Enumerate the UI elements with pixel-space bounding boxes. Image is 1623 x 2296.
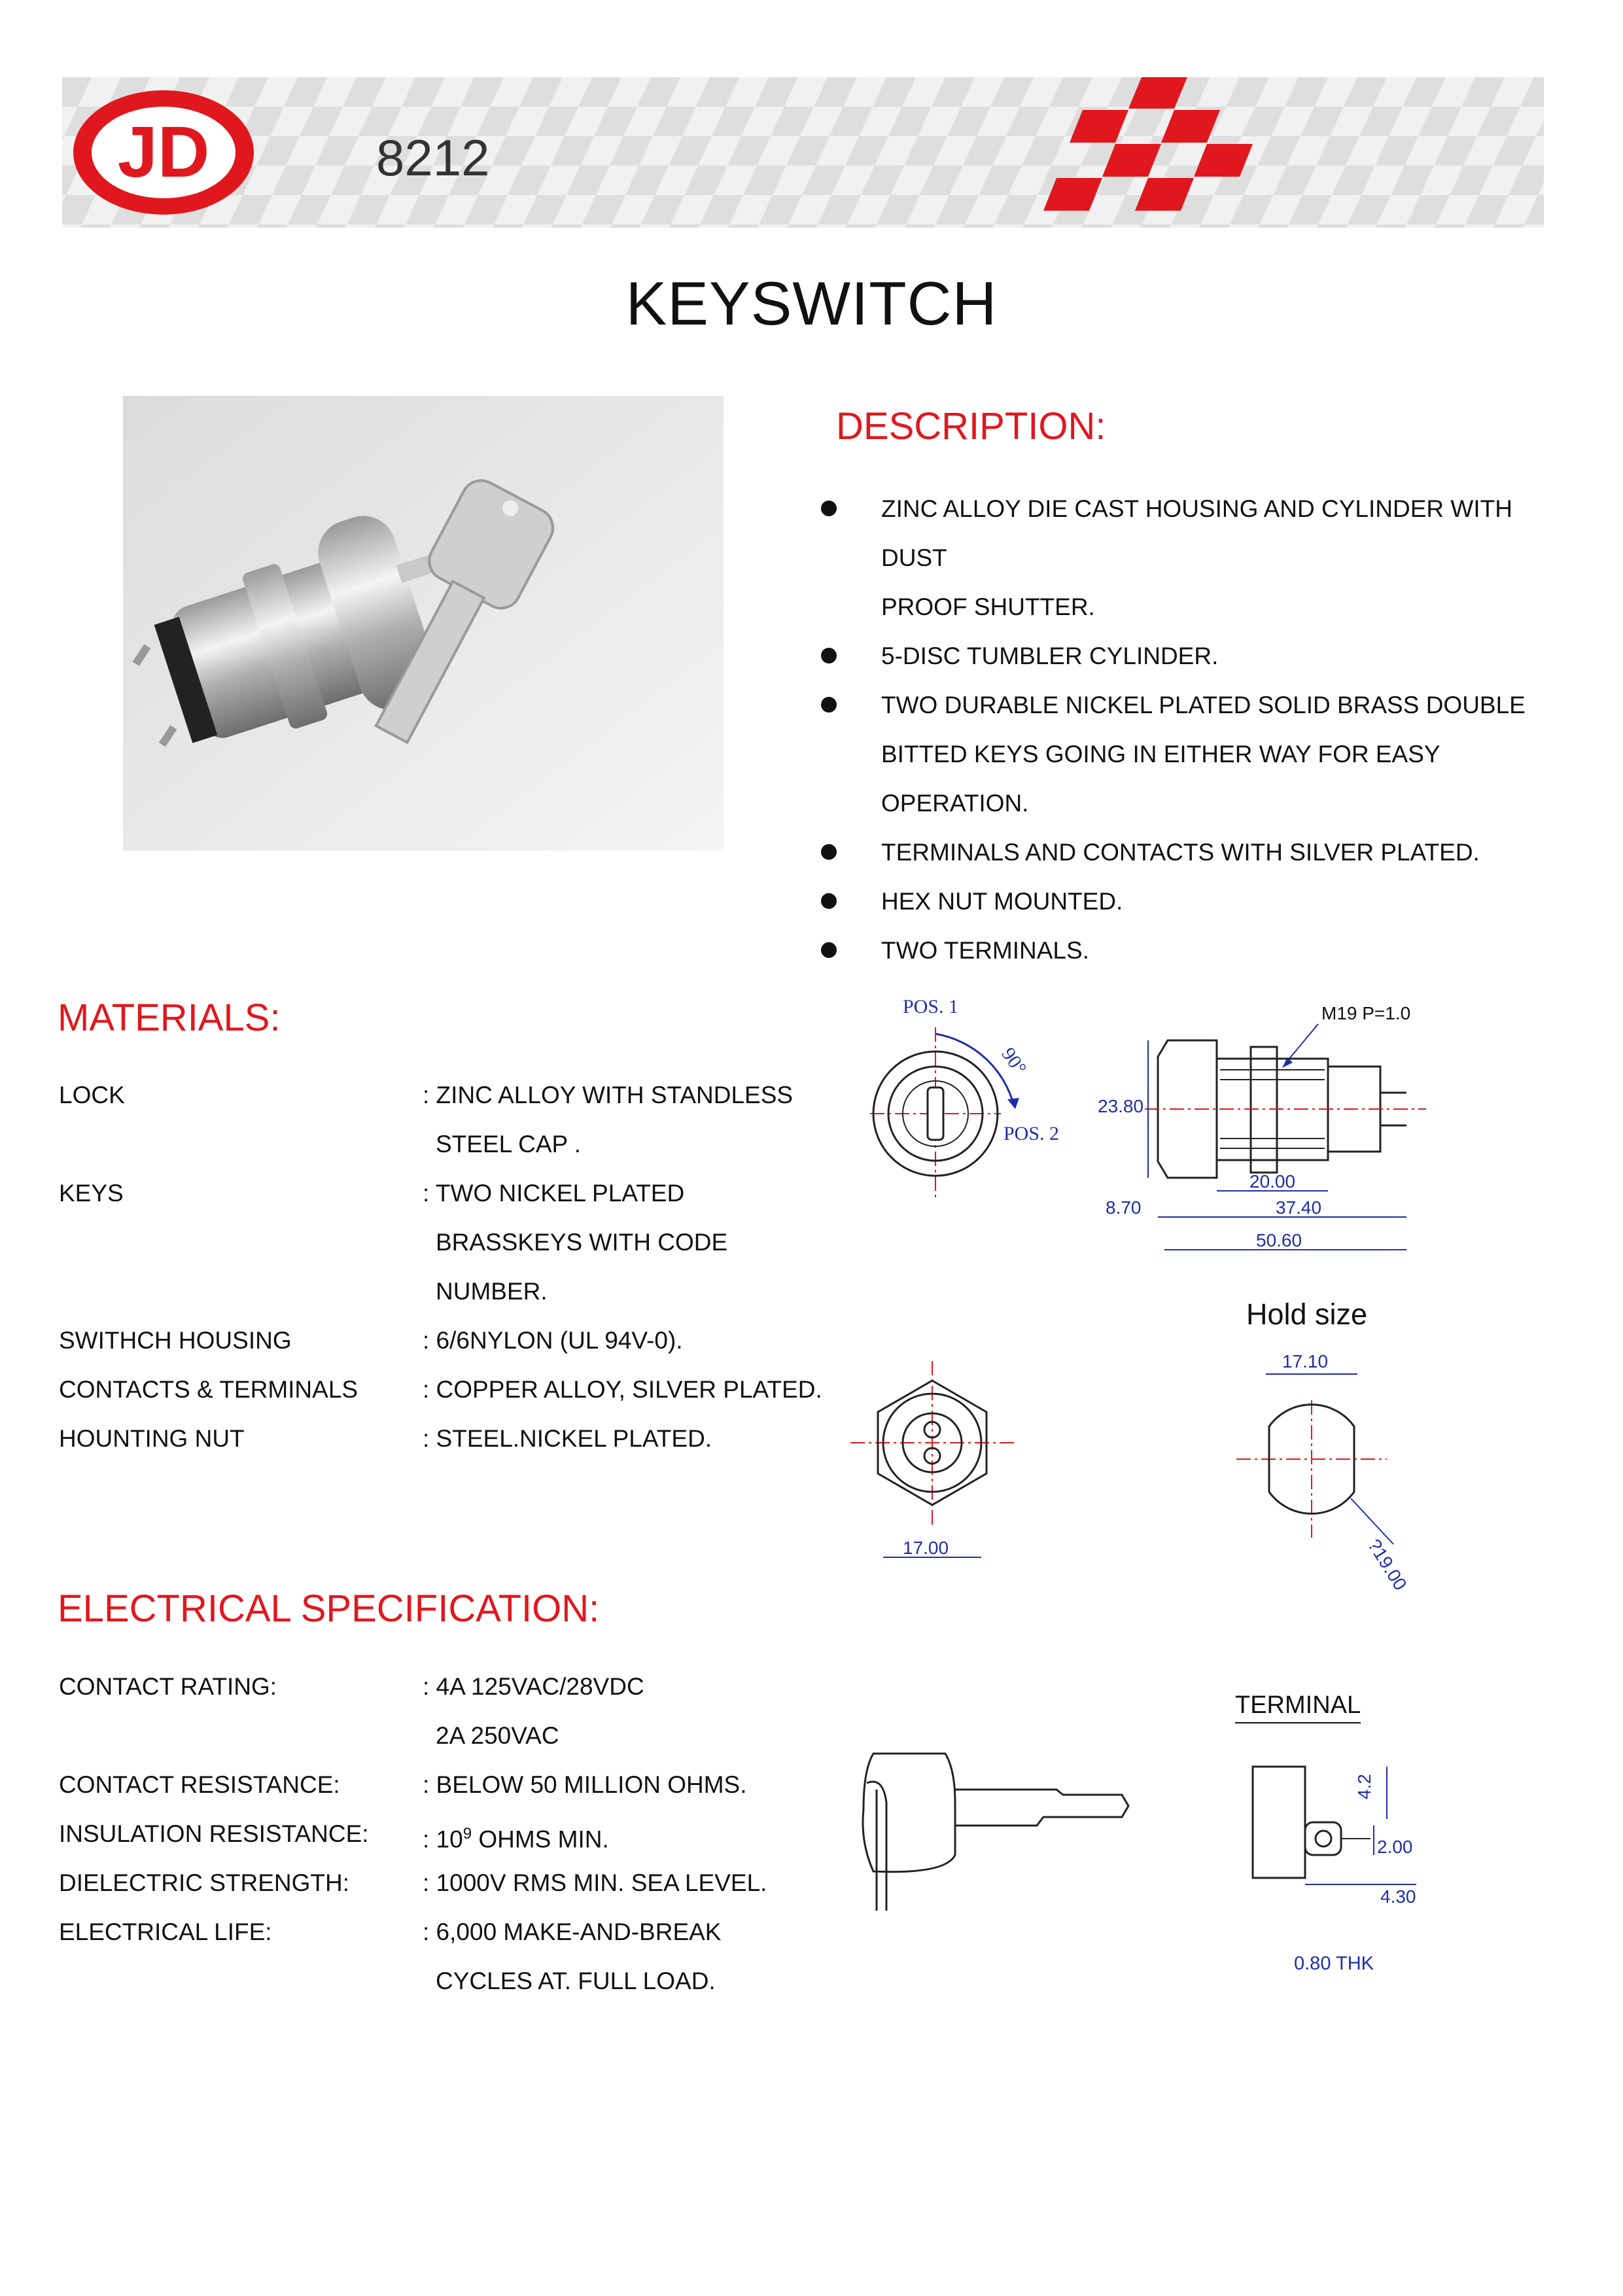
material-label: CONTACTS & TERMINALS bbox=[59, 1376, 358, 1403]
electrical-label: DIELECTRIC STRENGTH: bbox=[59, 1869, 350, 1896]
description-item bbox=[821, 828, 1573, 877]
electrical-heading: ELECTRICAL SPECIFICATION: bbox=[58, 1587, 600, 1630]
dim-37-40: 37.40 bbox=[1276, 1197, 1322, 1218]
bullet-icon bbox=[821, 648, 837, 663]
thread-label: M19 P=1.0 bbox=[1321, 1003, 1411, 1023]
front-view-drawing bbox=[844, 988, 1086, 1204]
material-value-line: : ZINC ALLOY WITH STANDLESS bbox=[423, 1082, 794, 1108]
description-item bbox=[821, 680, 1573, 828]
material-value-line: BRASSKEYS WITH CODE bbox=[436, 1229, 728, 1256]
hold-width-dim: 17.10 bbox=[1282, 1351, 1329, 1371]
hold-diameter-dim: ?19.00 bbox=[1363, 1535, 1411, 1594]
description-item bbox=[821, 484, 1573, 631]
electrical-label: INSULATION RESISTANCE: bbox=[59, 1820, 369, 1847]
electrical-value bbox=[423, 1858, 767, 1907]
pos2-label: POS. 2 bbox=[1003, 1123, 1060, 1144]
pos1-label: POS. 1 bbox=[903, 996, 959, 1017]
description-text: 5-DISC TUMBLER CYLINDER. bbox=[881, 643, 1219, 669]
hold-size-drawing bbox=[1230, 1348, 1426, 1597]
side-view-drawing bbox=[1079, 995, 1446, 1269]
header-banner bbox=[62, 77, 1544, 228]
bullet-icon bbox=[821, 942, 837, 958]
terminal-dim-4-2: 4.2 bbox=[1354, 1774, 1374, 1799]
electrical-label: ELECTRICAL LIFE: bbox=[59, 1918, 272, 1945]
bullet-icon bbox=[821, 844, 837, 860]
description-text: BITTED KEYS GOING IN EITHER WAY FOR EASY OPERATION. bbox=[881, 741, 1440, 817]
bullet-icon bbox=[821, 697, 837, 713]
dim-50-60: 50.60 bbox=[1256, 1230, 1302, 1250]
description-item bbox=[821, 926, 1573, 975]
height-dim: 23.80 bbox=[1098, 1096, 1144, 1116]
electrical-label: CONTACT RATING: bbox=[59, 1673, 277, 1700]
electrical-value-line: : 1000V RMS MIN. SEA LEVEL. bbox=[423, 1869, 767, 1896]
electrical-value-line: 2A 250VAC bbox=[436, 1722, 559, 1749]
terminal-drawing bbox=[1240, 1754, 1436, 1924]
description-text: PROOF SHUTTER. bbox=[881, 593, 1095, 620]
material-label: HOUNTING NUT bbox=[59, 1425, 245, 1452]
bullet-icon bbox=[821, 893, 837, 909]
terminal-title: TERMINAL bbox=[1235, 1691, 1361, 1723]
dim-20: 20.00 bbox=[1249, 1171, 1296, 1192]
description-text: ZINC ALLOY DIE CAST HOUSING AND CYLINDER WITH DUST bbox=[881, 495, 1512, 571]
electrical-value-line: CYCLES AT. FULL LOAD. bbox=[436, 1968, 716, 1994]
material-value bbox=[423, 1070, 793, 1169]
material-value bbox=[423, 1169, 727, 1316]
rear-width-dim: 17.00 bbox=[903, 1538, 949, 1558]
model-number: 8212 bbox=[376, 129, 490, 186]
material-label: KEYS bbox=[59, 1180, 124, 1207]
electrical-value-line: : 6,000 MAKE-AND-BREAK bbox=[423, 1918, 722, 1945]
insulation-suffix: OHMS MIN. bbox=[472, 1826, 609, 1853]
material-value-line: : TWO NICKEL PLATED bbox=[423, 1180, 685, 1207]
material-value-line: NUMBER. bbox=[436, 1278, 548, 1305]
logo-text: JD bbox=[117, 112, 210, 192]
page-title: KEYSWITCH bbox=[625, 269, 998, 338]
insulation-prefix: : 10 bbox=[423, 1826, 463, 1853]
electrical-value-line: : BELOW 50 MILLION OHMS. bbox=[423, 1771, 747, 1798]
description-text: TWO TERMINALS. bbox=[881, 937, 1089, 964]
electrical-value bbox=[423, 1907, 721, 2005]
hold-size-title: Hold size bbox=[1246, 1298, 1368, 1331]
description-item bbox=[821, 631, 1573, 680]
terminal-thickness: 0.80 THK bbox=[1294, 1953, 1374, 1974]
rear-view-drawing bbox=[844, 1361, 1021, 1570]
terminal-dim-4-30: 4.30 bbox=[1380, 1886, 1416, 1907]
key-drawing bbox=[847, 1744, 1135, 1927]
description-item bbox=[821, 877, 1573, 926]
dim-8-70: 8.70 bbox=[1106, 1197, 1142, 1218]
material-value-line: : 6/6NYLON (UL 94V-0). bbox=[423, 1327, 683, 1354]
product-photo bbox=[123, 396, 724, 851]
material-value-line: : STEEL.NICKEL PLATED. bbox=[423, 1425, 712, 1452]
material-value bbox=[423, 1414, 712, 1463]
electrical-value bbox=[423, 1662, 644, 1760]
terminal-dim-2-00: 2.00 bbox=[1377, 1837, 1413, 1857]
description-list bbox=[821, 484, 1573, 975]
angle-label: 90° bbox=[997, 1044, 1031, 1079]
material-label: SWITHCH HOUSING bbox=[59, 1327, 292, 1354]
banner-checker-background bbox=[62, 77, 1544, 228]
electrical-label: CONTACT RESISTANCE: bbox=[59, 1771, 340, 1798]
jd-logo bbox=[73, 90, 254, 215]
materials-heading: MATERIALS: bbox=[58, 997, 281, 1039]
material-value bbox=[423, 1316, 683, 1365]
description-text: TWO DURABLE NICKEL PLATED SOLID BRASS DOUBLE bbox=[881, 692, 1526, 718]
material-value bbox=[423, 1365, 822, 1414]
material-label: LOCK bbox=[59, 1082, 125, 1108]
description-heading: DESCRIPTION: bbox=[836, 405, 1106, 448]
material-value-line: STEEL CAP . bbox=[436, 1131, 582, 1157]
description-text: TERMINALS AND CONTACTS WITH SILVER PLATED. bbox=[881, 839, 1480, 866]
material-value-line: : COPPER ALLOY, SILVER PLATED. bbox=[423, 1376, 822, 1403]
electrical-value bbox=[423, 1760, 747, 1809]
bullet-icon bbox=[821, 501, 837, 516]
electrical-value bbox=[423, 1809, 609, 1863]
description-text: HEX NUT MOUNTED. bbox=[881, 888, 1123, 915]
electrical-value-line: : 4A 125VAC/28VDC bbox=[423, 1673, 644, 1700]
insulation-exponent: 9 bbox=[462, 1825, 472, 1843]
